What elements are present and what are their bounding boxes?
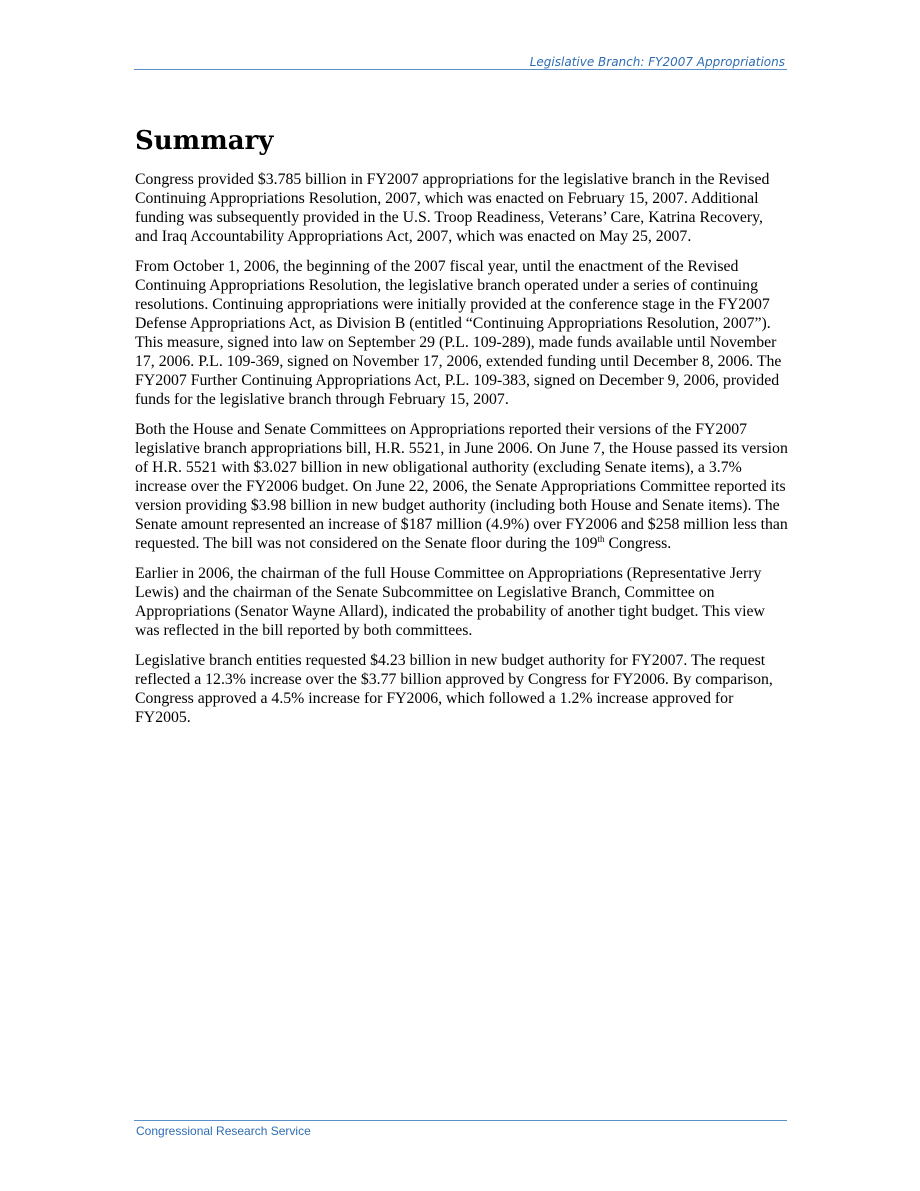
paragraph-2: From October 1, 2006, the beginning of the 2007 fiscal year, until the enactment of the Revised Continuing Appropriations Resolution, the legislative branch operated under a series of continuing resolutions. Continuing appropriations were initially provided at the conference stage in the FY2007 Defense Appropriations Act, as Division B (entitled “Continuing Appropriations Resolution, 2007”). This measure, signed into law on September 29 (P.L. 109-289), made funds available until November 17, 2006. P.L. 109-369, signed on November 17, 2006, extended funding until December 8, 2006. The FY2007 Further Continuing Appropriations Act, P.L. 109-383, signed on December 9, 2006, provided funds for the legislative branch through February 15, 2007. xyxy=(135,258,782,408)
paragraph-1: Congress provided $3.785 billion in FY2007 appropriations for the legislative branch in the Revised Continuing Appropriations Resolution, 2007, which was enacted on February 15, 2007. Additional funding was subsequently provided in the U.S. Troop Readiness, Veterans’ Care, Katrina Recovery, and Iraq Accountability Appropriations Act, 2007, which was enacted on May 25, 2007. xyxy=(135,171,770,245)
page-footer xyxy=(134,1120,787,1138)
ordinal-superscript: th xyxy=(597,534,605,544)
header-title: Legislative Branch: FY2007 Appropriations xyxy=(529,55,785,69)
paragraph-3-tail: Congress. xyxy=(604,535,672,552)
document-body xyxy=(135,124,788,738)
section-heading: Summary xyxy=(135,126,274,156)
paragraph-4: Earlier in 2006, the chairman of the full House Committee on Appropriations (Representative Jerry Lewis) and the chairman of the Senate Subcommittee on Legislative Branch, Committee on Appropriations (Senator Wayne Allard), indicated the probability of another tight budget. This view was reflected in the bill reported by both committees. xyxy=(135,565,765,639)
paragraph-3 xyxy=(135,420,788,553)
page-header xyxy=(134,53,787,70)
paragraph-3-text: Both the House and Senate Committees on Appropriations reported their versions of the FY2007 legislative branch appropriations bill, H.R. 5521, in June 2006. On June 7, the House passed its version of H.R. 5521 with $3.027 billion in new obligational authority (excluding Senate items), a 3.7% increase over the FY2006 budget. On June 22, 2006, the Senate Appropriations Committee reported its version providing $3.98 billion in new budget authority (including both House and Senate items). The Senate amount represented an increase of $187 million (4.9%) over FY2006 and $258 million less than requested. The bill was not considered on the Senate floor during the 109 xyxy=(135,421,788,552)
paragraph-5: Legislative branch entities requested $4.23 billion in new budget authority for FY2007. The request reflected a 12.3% increase over the $3.77 billion approved by Congress for FY2006. By comparison, Congress approved a 4.5% increase for FY2006, which followed a 1.2% increase approved for FY2005. xyxy=(135,652,773,726)
footer-organization: Congressional Research Service xyxy=(136,1124,311,1138)
